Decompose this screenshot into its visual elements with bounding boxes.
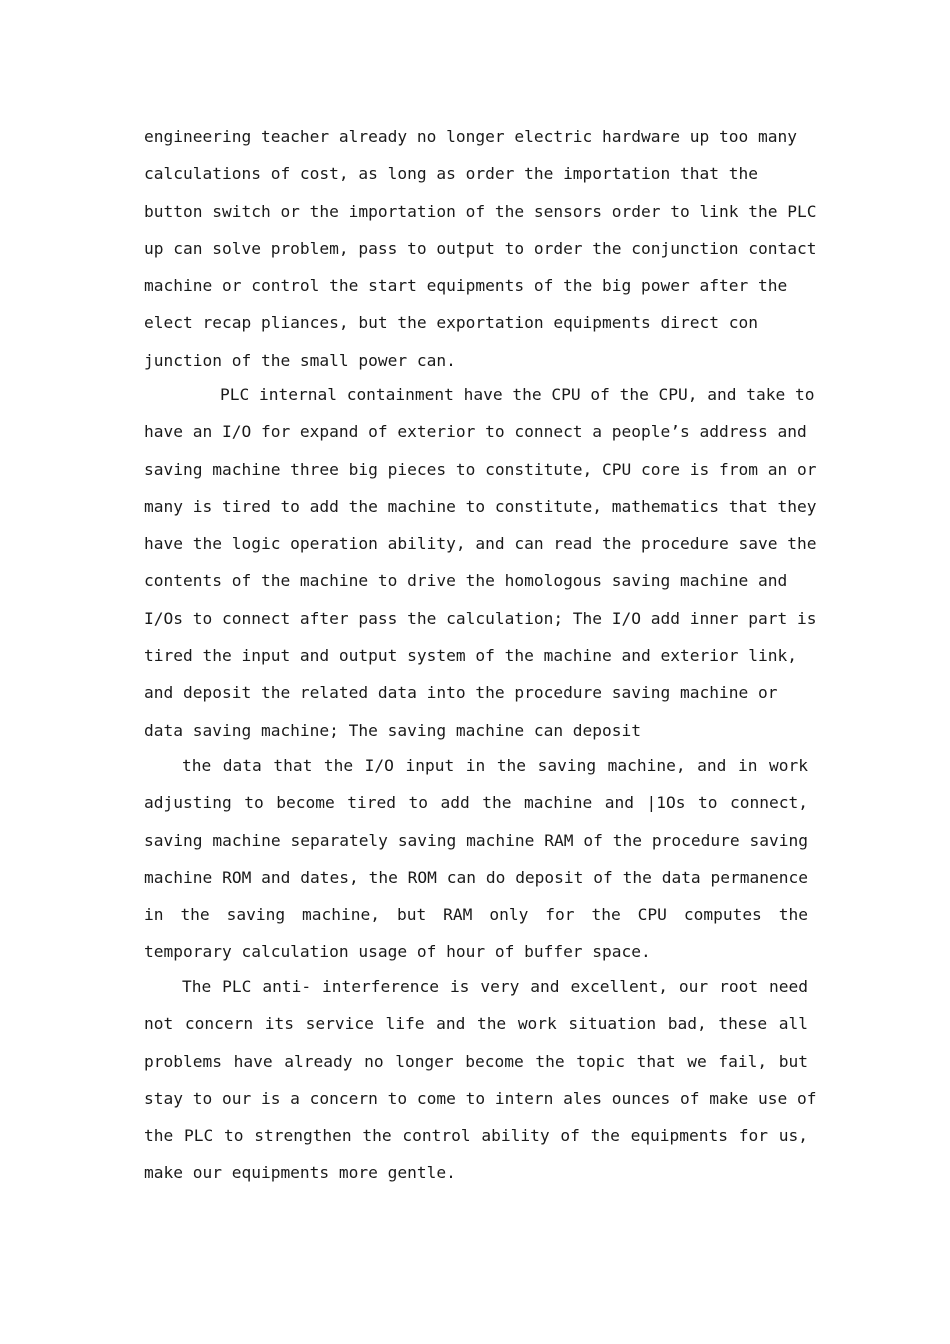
text-line: problems have already no longer become the topic that we fail, but (144, 1051, 808, 1071)
text-line: elect recap pliances, but the exportation equipments direct con (144, 313, 758, 333)
text-line: calculations of cost, as long as order the importation that the (144, 164, 758, 184)
text-line: saving machine separately saving machine RAM of the procedure saving (144, 830, 808, 850)
text-line: adjusting to become tired to add the machine and |1Os to connect, (144, 793, 808, 813)
text-line: junction of the small power can. (144, 350, 456, 370)
text-line: have the logic operation ability, and can read the procedure save the (144, 534, 817, 554)
text-line: contents of the machine to drive the homologous saving machine and (144, 571, 788, 591)
paragraph-3 (144, 747, 808, 971)
text-line: the data that the I/O input in the saving machine, and in work (182, 756, 808, 775)
text-line: temporary calculation usage of hour of buffer space. (144, 942, 651, 962)
text-line: machine ROM and dates, the ROM can do deposit of the data permanence (144, 867, 808, 887)
text-line: button switch or the importation of the sensors order to link the PLC (144, 201, 817, 221)
text-line: the PLC to strengthen the control ability of the equipments for us, (144, 1126, 808, 1146)
text-line: and deposit the related data into the procedure saving machine or (144, 683, 778, 703)
text-line: saving machine three big pieces to constitute, CPU core is from an or (144, 459, 817, 479)
text-line: engineering teacher already no longer electric hardware up too many (144, 127, 797, 146)
text-line: I/Os to connect after pass the calculation; The I/O add inner part is (144, 608, 817, 628)
text-line: have an I/O for expand of exterior to connect a people’s address and (144, 422, 807, 442)
text-line: in the saving machine, but RAM only for the CPU computes the (144, 905, 808, 925)
text-line: up can solve problem, pass to output to order the conjunction contact (144, 238, 817, 258)
text-line: data saving machine; The saving machine can deposit (144, 720, 642, 740)
text-line: PLC internal containment have the CPU of the CPU, and take to (220, 385, 815, 404)
text-line: The PLC anti- interference is very and excellent, our root need (182, 977, 808, 996)
paragraph-1 (144, 118, 817, 379)
text-line: many is tired to add the machine to constitute, mathematics that they (144, 496, 817, 516)
text-line: not concern its service life and the work situation bad, these all (144, 1014, 808, 1034)
text-line: tired the input and output system of the machine and exterior link, (144, 646, 797, 666)
text-line: make our equipments more gentle. (144, 1163, 456, 1183)
text-line: stay to our is a concern to come to intern ales ounces of make use of (144, 1088, 817, 1108)
paragraph-2 (144, 376, 817, 749)
text-line: machine or control the start equipments of the big power after the (144, 276, 788, 296)
paragraph-4 (144, 968, 817, 1192)
